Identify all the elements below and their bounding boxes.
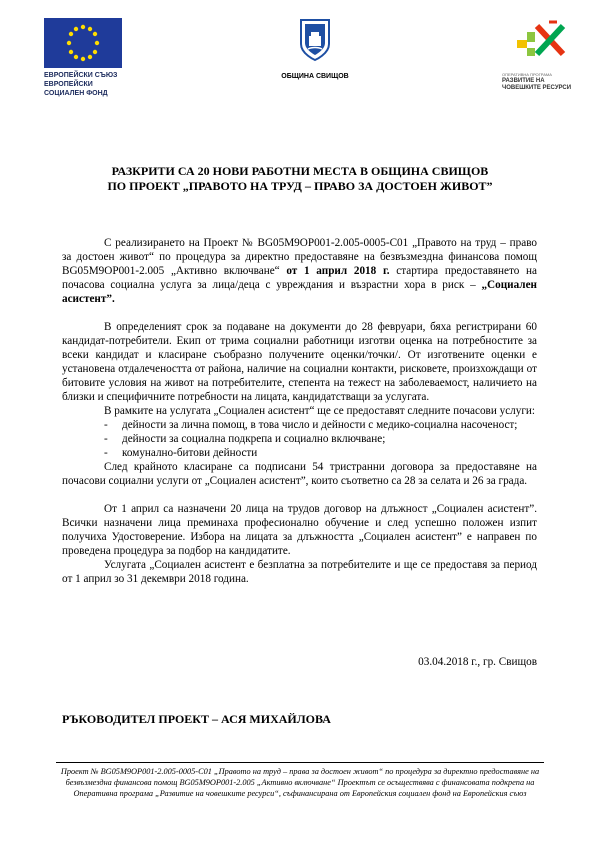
paragraph-services: В рамките на услугата „Социален асистент“ ще се предоставят следните почасови услуги: [104, 405, 536, 417]
eu-text-line: СОЦИАЛЕН ФОНД [44, 90, 108, 97]
list-item-text: комунално-битови дейности [122, 447, 258, 459]
eu-flag-icon [44, 18, 122, 68]
municipality-name: ОБЩИНА СВИЩОВ [281, 73, 349, 80]
page-footer: Проект № BG05M9OP001-2.005-0005-C01 „Правото на труд – права за достоен живот“ по процедура за директно предоставяне на безвъзмездна финансова помощ BG05M9OP001-2.005 „Активно включване“ Проектът се осъществява с финансовата подкрепа на Оперативна програма „Развитие на човешките ресурси“, съфинансирана от Европейския социален фонд на Европейския съюз [60, 767, 540, 798]
intro-text: С реализирането на Проект № BG05M9OP001-2.005-0005-C01 „Правото на труд – право за достоен живот“ по процедура за директно предоставяне на безвъзмездна финансова помощ BG05M9OP001-2.005 „Активно включване“ [62, 237, 537, 277]
eu-text-line: ЕВРОПЕЙСКИ СЪЮЗ [44, 72, 118, 79]
list-item [62, 418, 537, 432]
op-small-text: ОПЕРАТИВНА ПРОГРАМА [502, 72, 552, 77]
document-body [62, 236, 537, 586]
list-item [62, 432, 537, 446]
op-emblem-icon [507, 18, 577, 62]
paragraph-appointment: От 1 април са назначени 20 лица на трудов договор на длъжност „Социален асистент”. Всички назначени лица преминаха професионално обучение и след успешно положен изпит получиха Удостоверение. Избора на лицата за длъжността „Социален асистент” е направен по проведена процедура за подбор на кандидатите. [62, 503, 537, 557]
dash-icon: - [104, 419, 108, 431]
eu-logo [44, 18, 124, 98]
op-logo [492, 18, 592, 92]
list-item [62, 446, 537, 460]
title-line: РАЗКРИТИ СА 20 НОВИ РАБОТНИ МЕСТА В ОБЩИНА СВИЩОВ [111, 164, 489, 178]
list-item-text: дейности за социална подкрепа и социално включване; [122, 433, 386, 445]
services-list [62, 418, 537, 460]
page-header [0, 18, 600, 118]
paragraph-contracts: След крайното класиране са подписани 54 тристранни договора за предоставяне на почасови социални услуги от „Социален асистент”, които съответно са 28 за селата и 26 за града. [62, 461, 537, 487]
paragraph-registration: В определеният срок за подаване на документи до 28 февруари, бяха регистрирани 60 кандидат-потребители. Екип от трима социални работници изготви оценка на потребностите за всеки кандидат и класиране съобразно получените оценки/точки/. От изготвените оценки е установена отдалечеността от района, наличие на социални контакти, рисковете, произхождащи от битовите условия на живот на потребителите, степента на тежест на заболеваемост, наличието на близки и специфичните потребности на лицата, кандидатстващи за услугата. [62, 321, 537, 403]
title-line: ПО ПРОЕКТ „ПРАВОТО НА ТРУД – ПРАВО ЗА ДОСТОЕН ЖИВОТ” [107, 179, 493, 193]
start-date: от 1 април 2018 г. [286, 265, 390, 277]
service-name: „Социален асистент”. [62, 279, 537, 305]
municipality-logo [270, 18, 360, 80]
eu-text-line: ЕВРОПЕЙСКИ [44, 81, 93, 88]
list-item-text: дейности за лична помощ, в това число и дейности с медико-социална насоченост; [122, 419, 518, 431]
footer-divider [56, 762, 544, 763]
project-leader-signature: РЪКОВОДИТЕЛ ПРОЕКТ – АСЯ МИХАЙЛОВА [62, 712, 331, 726]
document-date: 03.04.2018 г., гр. Свищов [418, 656, 537, 668]
paragraph-intro [62, 236, 537, 306]
op-text-line: РАЗВИТИЕ НА [502, 78, 545, 84]
municipality-crest-icon [298, 18, 332, 62]
intro-text: стартира предоставянето на почасова социална услуга за лица/деца с увреждания и възрастни хора в риск – [62, 265, 537, 291]
document-title [60, 164, 540, 194]
dash-icon: - [104, 433, 108, 445]
dash-icon: - [104, 447, 108, 459]
paragraph-free-service: Услугата „Социален асистент е безплатна за потребителите и ще се предоставя за период от 1 април зо 31 декември 2018 година. [62, 559, 537, 585]
op-text-line: ЧОВЕШКИТЕ РЕСУРСИ [502, 85, 572, 91]
